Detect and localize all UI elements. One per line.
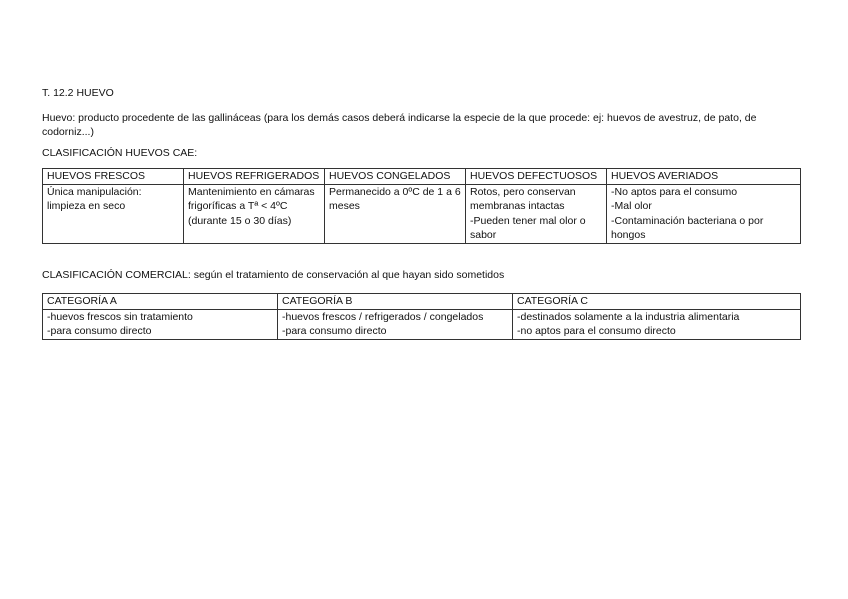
cell-line: -no aptos para el consumo directo xyxy=(517,325,676,337)
comercial-header-cell: CATEGORÍA C xyxy=(513,294,801,310)
cae-cell-refrigerados xyxy=(184,184,325,243)
cae-header-cell: HUEVOS DEFECTUOSOS xyxy=(466,169,607,185)
cell-line: -Pueden tener mal olor o sabor xyxy=(470,214,586,241)
comercial-header-cell: CATEGORÍA B xyxy=(278,294,513,310)
comercial-cell-c xyxy=(513,309,801,339)
comercial-header-row xyxy=(43,294,801,310)
comercial-heading: CLASIFICACIÓN COMERCIAL: según el tratamiento de conservación al que hayan sido sometidos xyxy=(42,268,505,281)
cell-line: -No aptos para el consumo xyxy=(611,185,738,198)
cae-cell-averiados xyxy=(607,184,801,243)
cae-heading: CLASIFICACIÓN HUEVOS CAE: xyxy=(42,146,198,159)
cell-line: Única manipulación: limpieza en seco xyxy=(47,185,142,212)
cae-header-row xyxy=(43,169,801,185)
comercial-header-cell: CATEGORÍA A xyxy=(43,294,278,310)
cell-line: -para consumo directo xyxy=(47,325,152,337)
cae-header-cell: HUEVOS CONGELADOS xyxy=(325,169,466,185)
cae-data-row xyxy=(43,184,801,243)
document-title: T. 12.2 HUEVO xyxy=(42,87,114,99)
cae-header-cell: HUEVOS FRESCOS xyxy=(43,169,184,185)
intro-paragraph: Huevo: producto procedente de las gallináceas (para los demás casos deberá indicarse la especie de la que procede: ej: huevos de avestruz, de pato, de codorniz...) xyxy=(42,111,757,138)
cae-header-cell: HUEVOS REFRIGERADOS xyxy=(184,169,325,185)
document-page xyxy=(42,86,802,340)
cell-line: -Mal olor xyxy=(611,200,652,212)
comercial-table xyxy=(42,293,801,340)
comercial-data-row xyxy=(43,309,801,339)
comercial-cell-a xyxy=(43,309,278,339)
cae-cell-defectuosos xyxy=(466,184,607,243)
comercial-cell-b xyxy=(278,309,513,339)
cae-cell-congelados xyxy=(325,184,466,243)
cell-line: -destinados solamente a la industria alimentaria xyxy=(517,310,740,323)
cell-line: -Contaminación bacteriana o por hongos xyxy=(611,214,764,241)
cae-header-cell: HUEVOS AVERIADOS xyxy=(607,169,801,185)
cell-line: -huevos frescos / refrigerados / congelados xyxy=(282,310,484,323)
cae-cell-frescos xyxy=(43,184,184,243)
cell-line: Mantenimiento en cámaras frigoríficas a Tª < 4ºC (durante 15 o 30 días) xyxy=(188,185,315,227)
cell-line: Rotos, pero conservan membranas intactas xyxy=(470,185,576,212)
cell-line: -huevos frescos sin tratamiento xyxy=(47,310,193,323)
cell-line: -para consumo directo xyxy=(282,325,387,337)
cell-line: Permanecido a 0ºC de 1 a 6 meses xyxy=(329,185,461,212)
cae-table xyxy=(42,168,801,244)
